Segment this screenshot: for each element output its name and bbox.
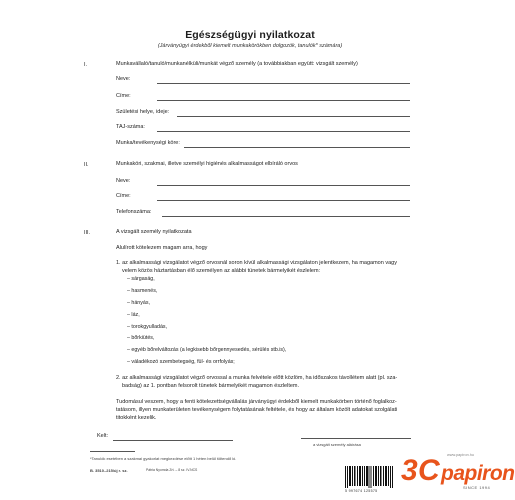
form-page: [76, 8, 424, 497]
section2-phone-line[interactable]: [162, 216, 410, 217]
section1-address-line[interactable]: [157, 100, 410, 101]
symptom-item: – váladékozó szembetegség, fül- és orrfolyás;: [127, 359, 235, 365]
symptom-item: – bőrkiütés,: [127, 335, 155, 341]
symptom-item: – hányás,: [127, 300, 150, 306]
item2-line2: badság) az 1. pontban felsorolt tünetek bármelyikét magamon észleltem.: [122, 383, 300, 389]
section2-phone-label: Telefonszáma:: [116, 209, 152, 215]
section1-name-label: Neve:: [116, 76, 131, 82]
document-title: Egészségügyi nyilatkozat: [185, 29, 315, 41]
closing-line3: titokként kezelik.: [116, 415, 157, 421]
form-code: B. 3510–215/új r. sz.: [90, 468, 128, 473]
signature-line[interactable]: [301, 438, 411, 439]
symptom-item: – egyéb bőrelváltozás (a legkisebb bőrgennyesedés, sérülés stb.is),: [127, 347, 287, 353]
section2-address-line[interactable]: [157, 200, 410, 201]
section1-taj-label: TAJ-száma:: [116, 124, 145, 130]
section2-address-label: Címe:: [116, 193, 131, 199]
logo-url: www.papiron.hu: [447, 453, 475, 457]
symptom-item: – láz,: [127, 312, 140, 318]
symptom-item: – sárgaság,: [127, 276, 155, 282]
section3-intro: Alulírott kötelezem magam arra, hogy: [116, 245, 208, 251]
logo-word: papiron: [441, 462, 515, 485]
closing-line1: Tudomásul veszem, hogy a fenti kötelezettségvállalás járványügyi érdekből kiemelt munkakörben történő foglalkoz-: [116, 399, 397, 405]
section2-heading: Munkaköri, szakmai, illetve személyi higiénés alkalmasságot elbíráló orvos: [116, 161, 298, 167]
footnote: *Tanulók esetében a szakmai gyakorlat megkezdése előtt 1 héten belül töltendő ki.: [90, 456, 237, 461]
item1-line2: velem közös háztartásban élő személyen az alábbi tünetek bármelyikét észlelem:: [122, 268, 321, 274]
logo-digit: 3: [401, 454, 418, 487]
closing-line2: tatásom, illyen munkaterületen tevékenységem folytatásának feltétele, és hogy az általam közölt adatokat szolgálati: [116, 407, 398, 413]
section1-work-label: Munka/tevékenységi köre:: [116, 140, 180, 146]
section1-birth-line[interactable]: [177, 116, 410, 117]
barcode-number: 5 997674 125575: [345, 489, 378, 493]
footnote-rule: [90, 451, 135, 452]
logo-letter: C: [418, 454, 440, 487]
section1-birth-label: Születési helye, ideje:: [116, 109, 170, 115]
document-subtitle: (Járványügyi érdekből kiemelt munkakörökben dolgozók, tanulók* számára): [157, 43, 343, 49]
item2-line1: 2. az alkalmassági vizsgálatot végző orvossal a munka felvétele előtt közlöm, ha időszakos távollétem alatt (pl. sza-: [116, 375, 398, 381]
section3-heading: A vizsgált személy nyilatkozata: [116, 229, 192, 235]
item1-line1: 1. az alkalmassági vizsgálatot végző orvosnál soron kívül alkalmassági vizsgálaton jelentkezem, ha magamon vagy: [116, 260, 397, 266]
section1-work-line[interactable]: [184, 147, 410, 148]
date-line[interactable]: [113, 440, 233, 441]
logo-since: SINCE 1994: [463, 485, 491, 490]
barcode: [345, 466, 393, 488]
papiron-logo: [401, 452, 515, 500]
signature-caption: a vizsgált személy aláírása: [313, 442, 361, 447]
date-label: Kelt:: [97, 433, 109, 439]
section2-name-label: Neve:: [116, 178, 131, 184]
form-meta: Pátria Nyomda Zrt. – 8 sz. IV.NCS: [146, 468, 198, 472]
symptom-item: – torokgyulladás,: [127, 324, 168, 330]
section1-heading: Munkavállaló/tanuló/munkanélküli/munkát végző személy (a továbbiakban együtt: vizsgált személy): [116, 61, 358, 67]
symptom-item: – hasmenés,: [127, 288, 158, 294]
section2-number: II.: [84, 162, 89, 168]
section1-name-line[interactable]: [157, 83, 410, 84]
section1-address-label: Címe:: [116, 93, 131, 99]
section2-name-line[interactable]: [157, 185, 410, 186]
section3-number: III.: [84, 230, 91, 236]
section1-taj-line[interactable]: [157, 131, 410, 132]
section1-number: I.: [84, 62, 88, 68]
